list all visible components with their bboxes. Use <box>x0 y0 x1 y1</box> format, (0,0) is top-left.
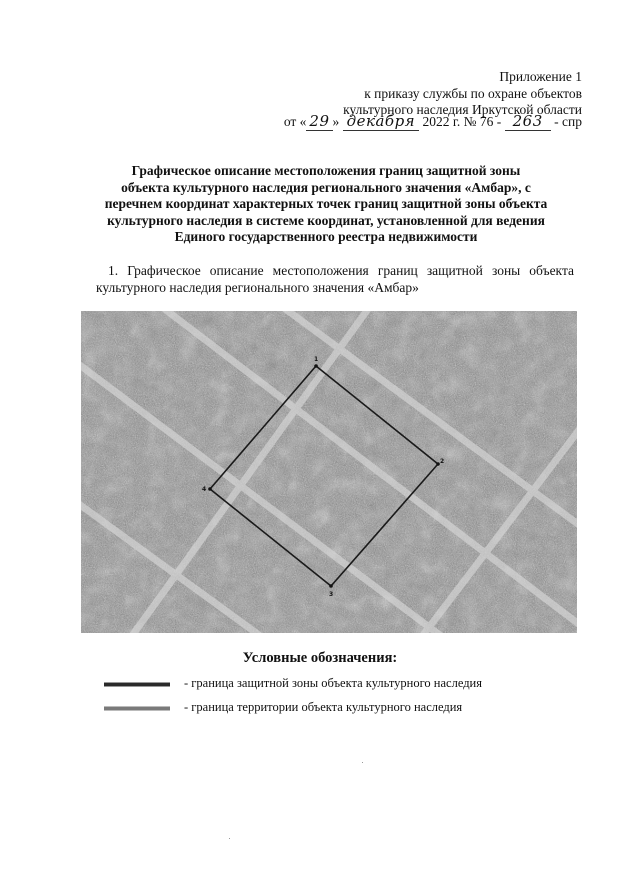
vertex-4-marker <box>208 487 212 491</box>
title-line: объекта культурного наследия регионального значения «Амбар», с <box>121 179 531 195</box>
legend-line-protection-zone <box>104 682 170 687</box>
date-prefix: от « <box>283 114 307 129</box>
date-quote: » <box>332 114 340 129</box>
scan-speck <box>229 838 230 839</box>
number-suffix: - спр <box>554 114 582 129</box>
document-title <box>96 163 556 246</box>
title-line: Графическое описание местоположения границ защитной зоны <box>131 163 521 178</box>
title-line: Единого государственного реестра недвижимости <box>174 229 478 244</box>
handwritten-month: декабря <box>343 112 419 131</box>
legend-item-protection-zone <box>104 676 482 691</box>
vertex-3-marker <box>329 584 333 588</box>
vertex-1-label: 1 <box>314 356 319 363</box>
handwritten-day: 29 <box>306 112 332 131</box>
legend-line-territory <box>104 706 170 711</box>
aerial-map <box>81 311 577 633</box>
legend-label: - граница территории объекта культурного наследия <box>184 700 463 714</box>
order-reference: к приказу службы по охране объектов <box>364 86 582 101</box>
vertex-2-label: 2 <box>440 458 445 465</box>
year-and-number: 2022 г. № 76 - <box>422 114 502 129</box>
section-text: 1. Графическое описание местоположения границ защитной зоны объекта культурного наследия регионального значения «Амбар» <box>96 263 574 295</box>
order-date-line <box>284 113 582 130</box>
region-reference: культурного наследия Иркутской области <box>343 102 582 117</box>
scan-speck <box>362 762 363 763</box>
vertex-1-marker <box>314 364 318 368</box>
title-line: культурного наследия в системе координат, установленной для ведения <box>107 212 545 228</box>
legend-item-territory <box>104 700 462 715</box>
appendix-label: Приложение 1 <box>499 69 582 84</box>
legend-label: - граница защитной зоны объекта культурного наследия <box>184 676 482 690</box>
vertex-4-label: 4 <box>202 486 207 493</box>
legend-title: Условные обозначения: <box>242 650 398 666</box>
vertex-3-label: 3 <box>329 591 334 598</box>
title-line: перечнем координат характерных точек границ защитной зоны объекта <box>104 196 548 211</box>
section-heading <box>96 263 574 296</box>
handwritten-doc-number: 263 <box>505 112 551 131</box>
